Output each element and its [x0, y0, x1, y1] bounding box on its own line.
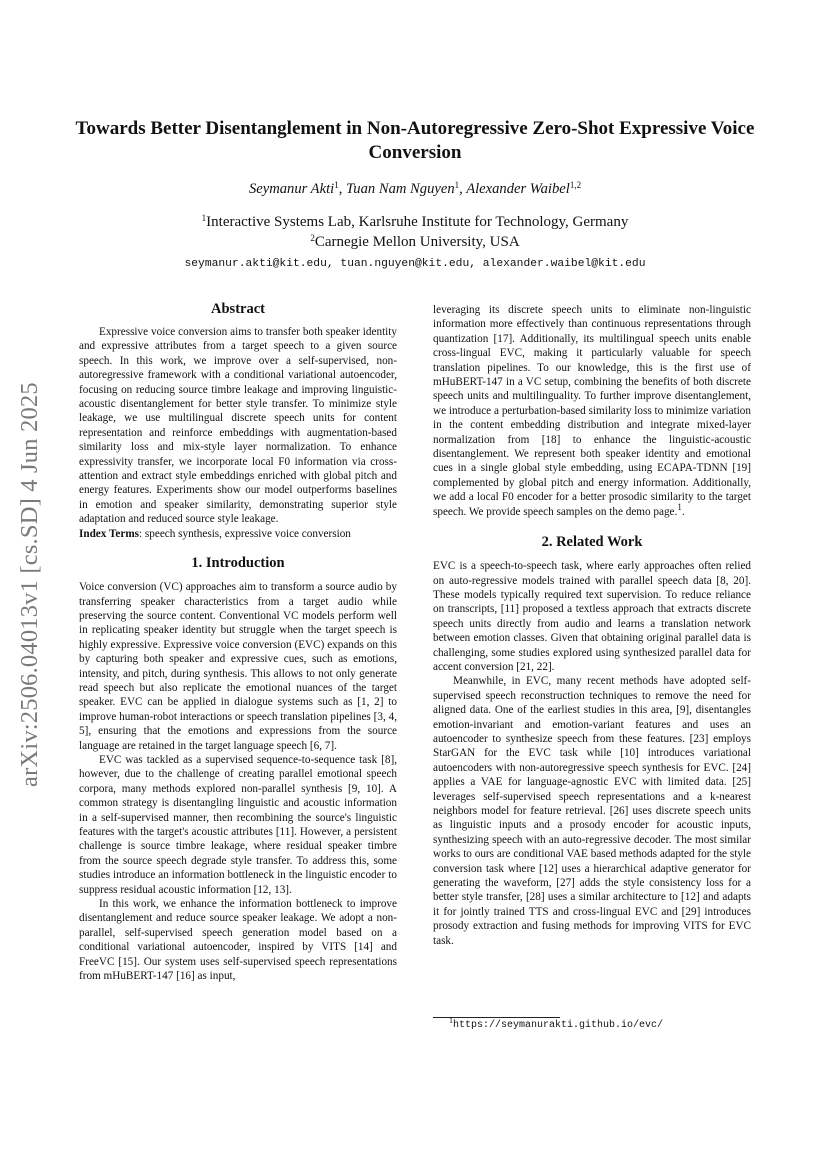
footnote [449, 1016, 664, 1031]
author-emails: seymanur.akti@kit.edu, tuan.nguyen@kit.edu, alexander.waibel@kit.edu [184, 258, 646, 270]
related-work-heading: 2. Related Work [541, 534, 643, 551]
affiliation-mark: 1 [201, 213, 207, 223]
intro-continuation [433, 303, 751, 519]
introduction-heading: 1. Introduction [191, 555, 285, 572]
related-paragraph: EVC is a speech-to-speech task, where early approaches often relied on auto-regressive models trained with parallel speech data [8, 20]. These models typically required text supervision. To reduce reliance on transcripts, [11] proposed a textless approach that extracts discrete speech units directly from audio and learns a translation network between emotion classes. Given that obtaining original parallel data is challenging, some studies explored using synthesized parallel data for accent conversion [21, 22]. [433, 560, 751, 673]
left-column [79, 300, 397, 983]
intro-continuation-text: leveraging its discrete speech units to eliminate non-linguistic information more effectively than continuous representations through quantization [17]. Additionally, its multilingual speech units enable cross-lingual EVC, making it particularly valuable for speech translation pipelines. To our knowledge, this is the first use of mHuBERT-147 in a VC setup, combining the benefits of both discrete speech units and multilinguality. To further improve disentanglement, we introduce a perturbation-based similarity loss to minimize variation in the content embedding distribution and integrate mixed-layer normalization from [18] to enhance the linguistic-acoustic disentanglement. We represent both speaker identity and emotional cues in a single global style embedding, using ECAPA-TDNN [19] complemented by global pitch and energy information. Additionally, we add a local F0 encoder for a better prosodic similarity to the target speech. We provide speech samples on the demo page. [433, 304, 751, 518]
index-terms-text: : speech synthesis, expressive voice conversion [139, 527, 351, 540]
affiliation [75, 214, 755, 231]
author-affiliation-mark: 1 [454, 180, 460, 190]
intro-paragraph: In this work, we enhance the information bottleneck to improve disentanglement and reduce source speaker leakage. We adopt a non-parallel, self-supervised speech generation model based on a conditional variational autoencoder, inspired by VITS [14] and FreeVC [15]. Our system uses self-supervised speech representations from mHuBERT-147 [16] as input, [79, 898, 397, 983]
abstract-text: Expressive voice conversion aims to transfer both speaker identity and expressive attributes from a target speech to a given source speech. In this work, we improve over a self-supervised, non-autoregressive framework with a conditional variational autoencoder, focusing on reducing source timbre leakage and improving linguistic-acoustic disentanglement for better style transfer. To minimize style leakage, we use multilingual discrete speech units for content representation and reinforce embeddings with augmentation-based similarity loss and mix-style layer normalization. To enhance expressivity transfer, we incorporate local F0 information via cross-attention and extract style embeddings enriched with global pitch and energy features. Experiments show our model outperforms baselines in emotion and speaker similarity, demonstrating superior style adaptation and reduced source style leakage. [79, 326, 397, 526]
arxiv-identifier: arXiv:2506.04013v1 [cs.SD] 4 Jun 2025 [16, 382, 43, 788]
footnote-link[interactable]: https://seymanurakti.github.io/evc/ [453, 1020, 664, 1031]
affiliation-text: Carnegie Mellon University, USA [314, 234, 520, 250]
author-name: Seymanur Akti [248, 181, 335, 197]
intro-paragraph: Voice conversion (VC) approaches aim to transform a source audio by transferring speaker characteristics from a target audio while preserving the source content. Conventional VC models perform well in replicating speaker identity but struggle when the target speech is highly expressive. Expressive voice conversion (EVC) expands on this by capturing both speaker and expressive cues, such as emotions, intensity, and pitch, during synthesis. This allows to not only generate read speech but also replicate the emotional nuances of the target speaker. EVC can be applied in dialogue systems such as [1, 2] to improve human-robot interactions or speech translation pipelines [3, 4, 5], ensuring that the emotions and expressions from the source language are retained in the target language speech [6, 7]. [79, 581, 397, 752]
footnote-mark: 1 [677, 501, 682, 512]
affiliation-text: Interactive Systems Lab, Karlsruhe Institute for Technology, Germany [206, 214, 629, 230]
author-list: Seymanur Akti$^1$, Tuan Nam Nguyen$^1$, Alexander Waibel$^{1,2}$ [248, 180, 582, 197]
related-paragraph: Meanwhile, in EVC, many recent methods have adopted self-supervised speech reconstruction techniques to remove the need for aligned data. One of the earliest studies in this area, [9], disentangles emotion-invariant and emotion-variant features and uses an autoencoder to synthesize speech from these features. [23] employs StarGAN for the EVC task while [10] introduces variational autoencoders with non-autoregressive speech synthesis for EVC. [24] applies a VAE for language-agnostic EVC with limited data. [25] leverages self-supervised speech representations and a k-nearest neighbors model for feature retrieval. [26] uses discrete speech units as linguistic inputs and a prosody encoder for acoustic inputs, synthesizing speech with an auto-regressive decoder. The most similar works to ours are conditional VAE based methods adapted for the style conversion task where [12] uses a hierarchical adaptive generator for generating the waveform, [27] adds the style consistency loss for a better style transfer, [28] uses a similar architecture to [12] and adapts it for jointly trained TTS and cross-lingual EVC and [29] introduces prosody extraction and fusing methods for improving VITS for EVC task. [433, 675, 751, 947]
affiliation-mark: 2 [310, 233, 315, 243]
affiliation [75, 234, 755, 251]
intro-paragraph: EVC was tackled as a supervised sequence-to-sequence task [8], however, due to the challenge of creating parallel emotional speech corpora, many methods explored non-parallel synthesis [9, 10]. A common strategy is disentangling linguistic and acoustic information in a self-supervised manner, then recombining the source's linguistic features with the target's acoustic attributes [11]. However, a persistent challenge is source timbre leakage, where residual speaker timbre from the source speech degrade style transfer. To address this, some studies introduce an information bottleneck in the linguistic encoder to suppress residual acoustic information [12, 13]. [79, 753, 397, 896]
index-terms [79, 527, 397, 541]
author-name: Alexander Waibel [466, 181, 570, 197]
author-name: Tuan Nam Nguyen [345, 181, 455, 197]
abstract-heading: Abstract [211, 301, 265, 317]
author-affiliation-mark: 1,2 [569, 180, 582, 190]
index-terms-label: Index Terms [79, 527, 139, 540]
footnote-number: 1 [449, 1016, 453, 1025]
right-column [433, 303, 751, 948]
paper-title: Towards Better Disentanglement in Non-Autoregressive Zero-Shot Expressive Voice Conversion [75, 118, 755, 163]
author-affiliation-mark: 1 [334, 180, 339, 190]
intro-continuation-end: . [681, 505, 685, 518]
